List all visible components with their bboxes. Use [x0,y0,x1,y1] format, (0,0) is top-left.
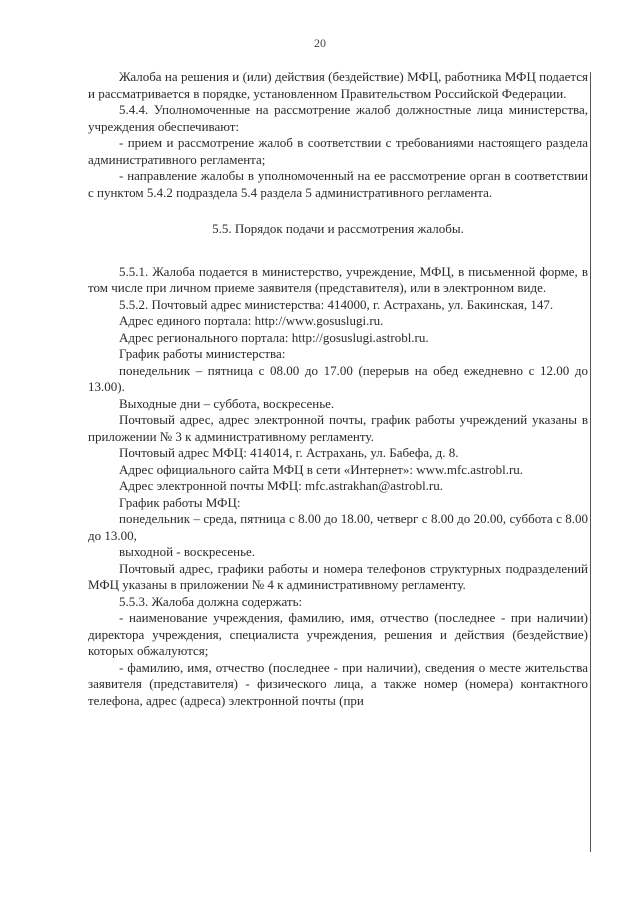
paragraph: - наименование учреждения, фамилию, имя, отчество (последнее - при наличии) директора учреждения, специалиста учреждения, решения и действия (бездействие) которых обжалуются; [88,610,588,658]
paragraph: - прием и рассмотрение жалоб в соответствии с требованиями настоящего раздела административного регламента; [88,135,588,167]
paragraph: Почтовый адрес, графики работы и номера телефонов структурных подразделений МФЦ указаны в приложении № 4 к административному регламенту. [88,560,588,592]
section-heading: 5.5. Порядок подачи и рассмотрения жалобы. [212,221,464,236]
paragraph: Почтовый адрес МФЦ: 414014, г. Астрахань, ул. Бабефа, д. 8. [119,445,459,460]
paragraph: Выходные дни – суббота, воскресенье. [119,395,335,411]
paragraph: понедельник – среда, пятница с 8.00 до 18.00, четверг с 8.00 до 20.00, суббота с 8.00 до 13.00, [88,511,588,543]
paragraph: 5.5.2. Почтовый адрес министерства: 414000, г. Астрахань, ул. Бакинская, 147. [119,296,554,312]
paragraph: 5.5.1. Жалоба подается в министерство, учреждение, МФЦ, в письменной форме, в том числе при личном приеме заявителя (представителя), или в электронном виде. [88,263,588,295]
paragraph: Адрес единого портала: http://www.gosuslugi.ru. [119,313,384,328]
paragraph: Жалоба на решения и (или) действия (бездействие) МФЦ, работника МФЦ подается и рассматривается в порядке, установленном Правительством Российской Федерации. [88,69,588,101]
paragraph: 5.5.3. Жалоба должна содержать: [119,593,303,609]
paragraph: График работы МФЦ: [119,494,241,510]
paragraph: Адрес электронной почты МФЦ: mfc.astrakhan@astrobl.ru. [119,478,444,493]
document-body [88,69,588,709]
paragraph: Адрес регионального портала: http://gosuslugi.astrobl.ru. [119,329,429,345]
paragraph: - направление жалобы в уполномоченный на ее рассмотрение орган в соответствии с пунктом 5.4.2 подраздела 5.4 раздела 5 административного регламента. [88,168,588,200]
paragraph: понедельник – пятница с 08.00 до 17.00 (перерыв на обед ежедневно с 12.00 до 13.00). [88,362,588,394]
paragraph: График работы министерства: [119,346,286,361]
page-number: 20 [314,36,326,50]
paragraph: 5.4.4. Уполномоченные на рассмотрение жалоб должностные лица министерства, учреждения обеспечивают: [88,102,588,134]
paragraph: - фамилию, имя, отчество (последнее - при наличии), сведения о месте жительства заявителя (представителя) - физического лица, а также номер (номера) контактного телефона, адрес (адреса) электронной почты (при [88,659,588,708]
page-edge-line [590,72,591,852]
paragraph: Адрес официального сайта МФЦ в сети «Интернет»: www.mfc.astrobl.ru. [119,461,524,477]
paragraph: выходной - воскресенье. [119,544,256,559]
paragraph: Почтовый адрес, адрес электронной почты, график работы учреждений указаны в приложении № 3 к административному регламенту. [88,412,588,444]
